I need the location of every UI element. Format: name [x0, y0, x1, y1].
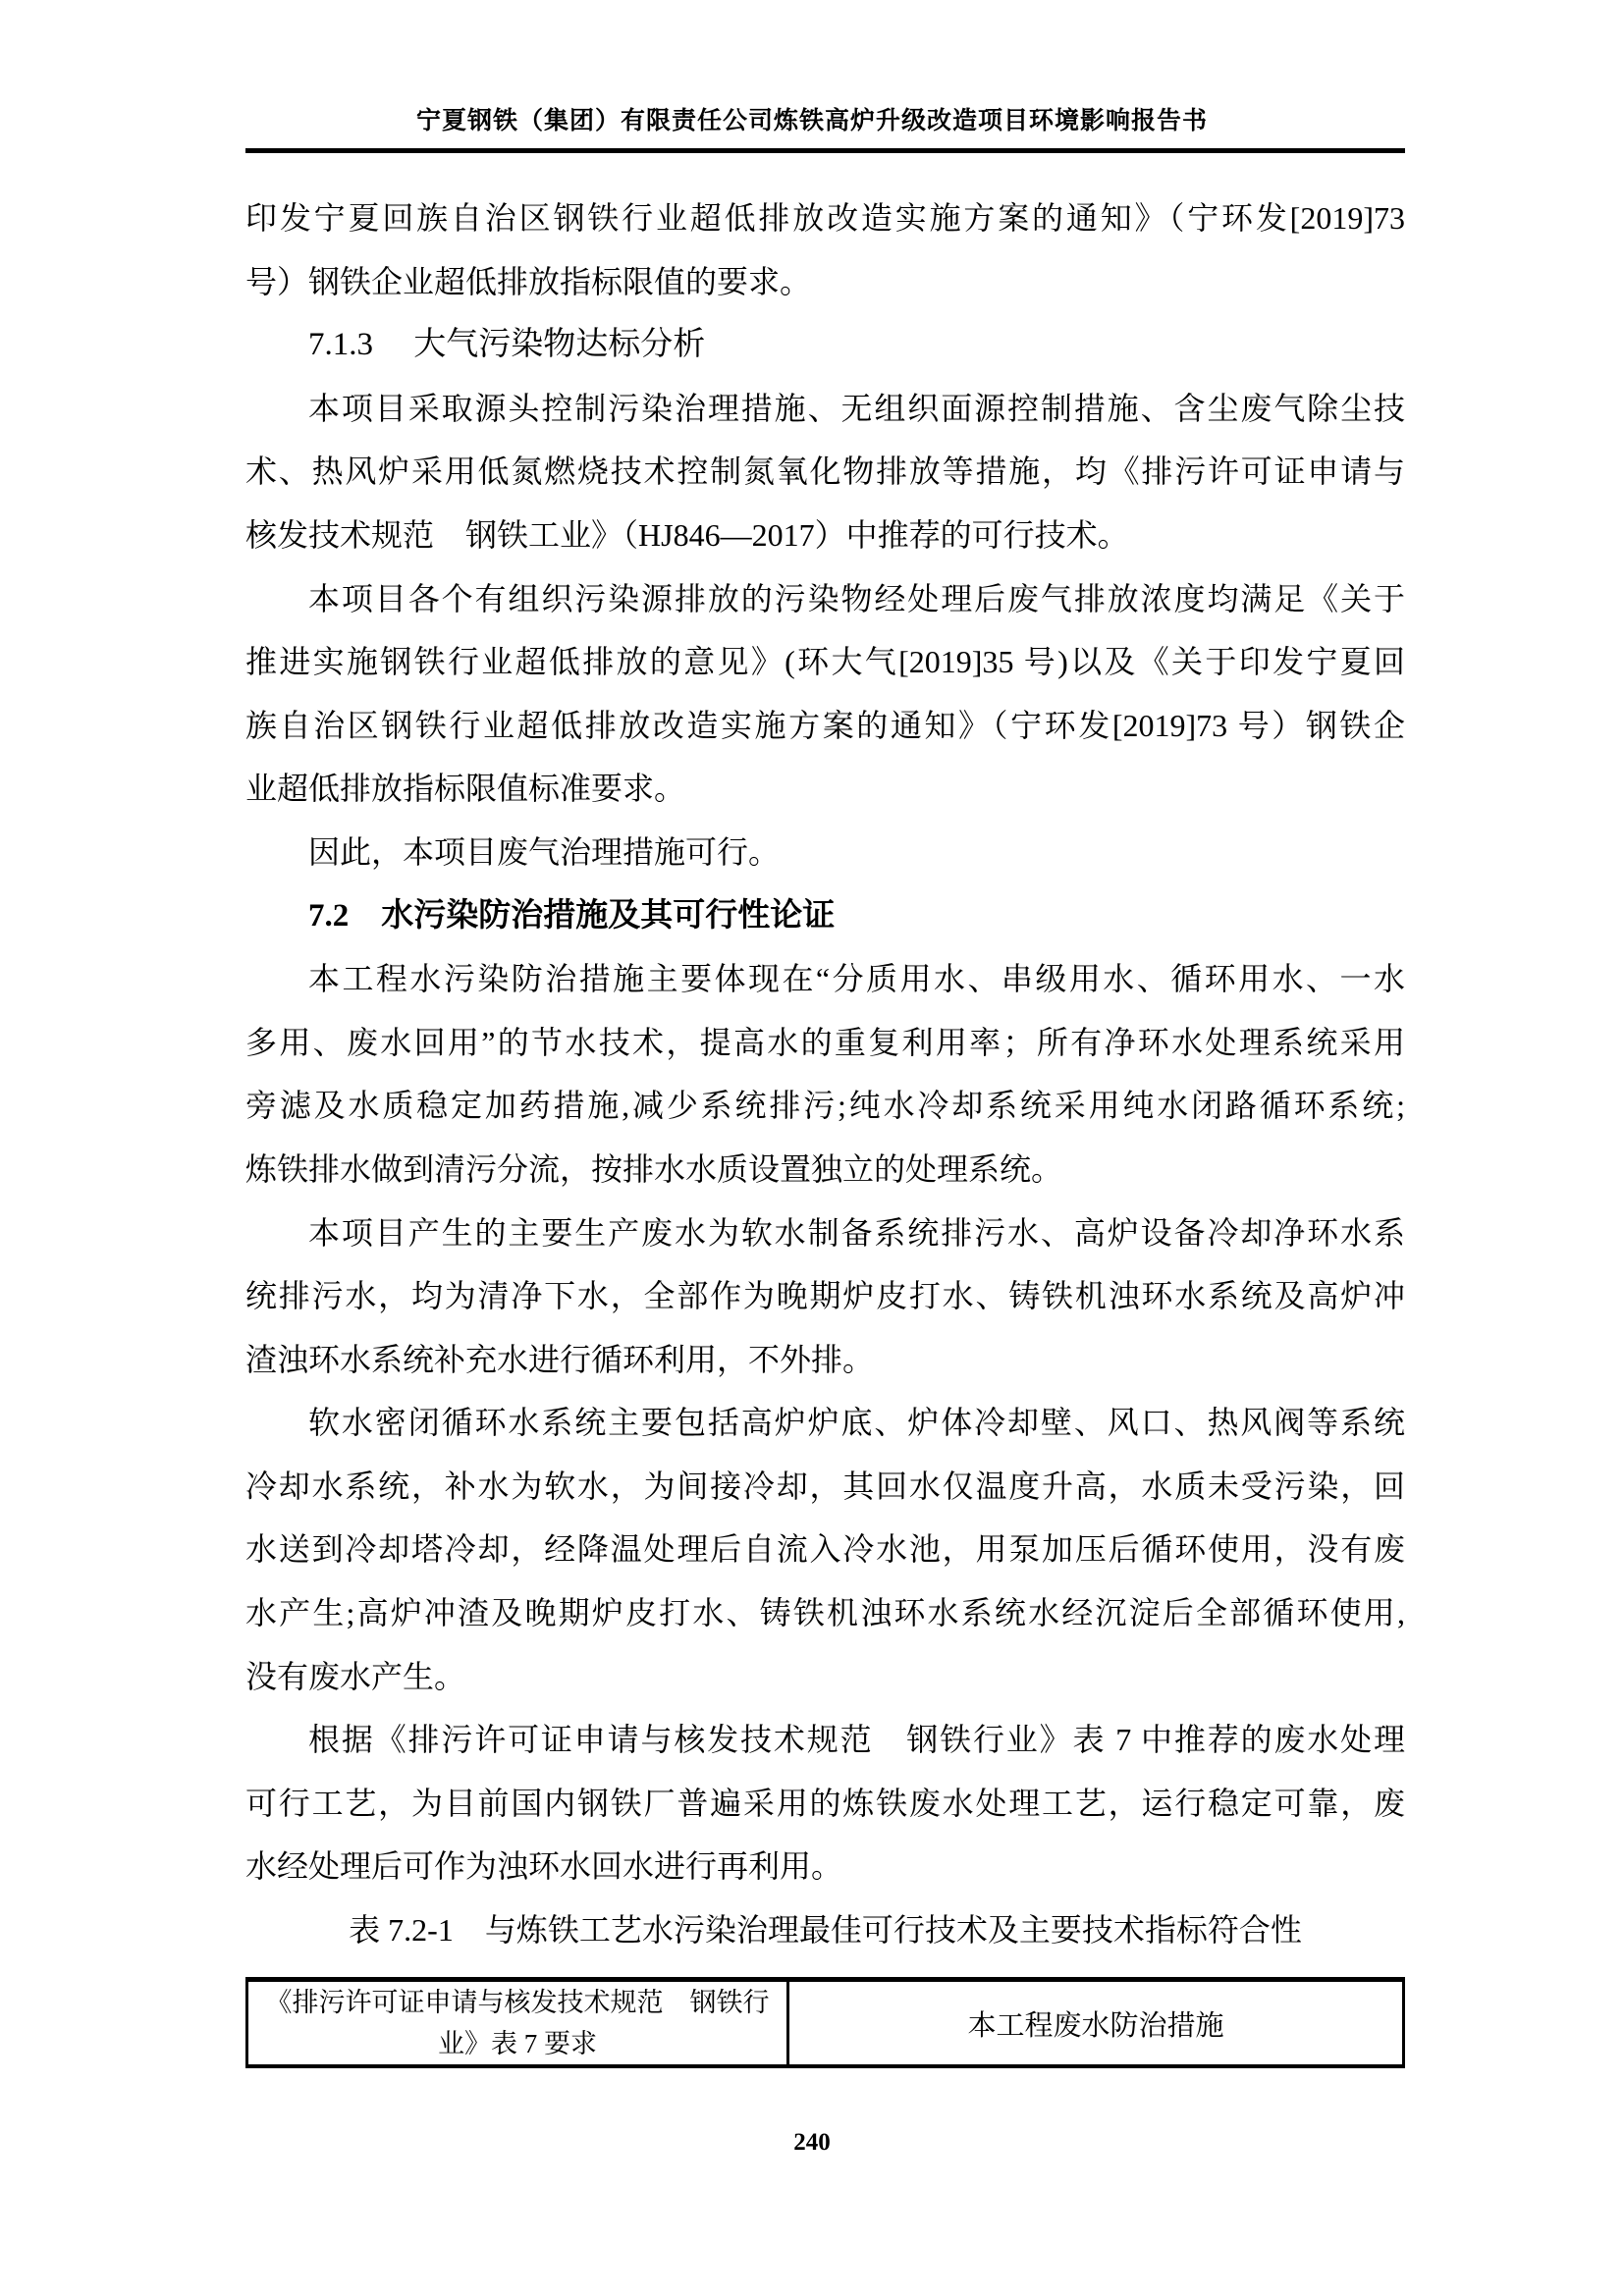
text-line: 核发技术规范 钢铁工业》（HJ846—2017）中推荐的可行技术。	[245, 516, 1129, 553]
document-body	[245, 187, 1405, 1962]
header-rule	[245, 148, 1405, 153]
text-line: 渣浊环水系统补充水进行循环利用，不外排。	[245, 1341, 875, 1377]
text-line: 水经处理后可作为浊环水回水进行再利用。	[245, 1848, 843, 1885]
section-heading: 7.2 水污染防治措施及其可行性论证	[308, 897, 836, 934]
text-line: 本项目采取源头控制污染治理措施、无组织面源控制措施、含尘废气除尘技	[308, 390, 1405, 426]
text-line: 没有废水产生。	[245, 1658, 466, 1694]
table-caption: 表 7.2-1 与炼铁工艺水污染治理最佳可行技术及主要技术指标符合性	[349, 1912, 1302, 1949]
compliance-table	[245, 1977, 1405, 2068]
text-line: 本项目产生的主要生产废水为软水制备系统排污水、高炉设备冷却净环水系	[308, 1214, 1405, 1251]
text-line: 炼铁排水做到清污分流，按排水水质设置独立的处理系统。	[245, 1150, 1063, 1187]
table-cell-measures: 本工程废水防治措施	[967, 2009, 1224, 2042]
text-line: 多用、废水回用”的节水技术，提高水的重复利用率；所有净环水处理系统采用	[245, 1024, 1405, 1060]
text-line: 软水密闭循环水系统主要包括高炉炉底、炉体冷却壁、风口、热风阀等系统	[308, 1405, 1405, 1441]
text-line: 因此，本项目废气治理措施可行。	[308, 833, 781, 870]
text-line: 术、热风炉采用低氮燃烧技术控制氮氧化物排放等措施，均《排污许可证申请与	[245, 454, 1405, 490]
text-line: 统排污水，均为清净下水，全部作为晚期炉皮打水、铸铁机浊环水系统及高炉冲	[245, 1278, 1405, 1314]
text-line: 旁滤及水质稳定加药措施,减少系统排污;纯水冷却系统采用纯水闭路循环系统;	[245, 1088, 1405, 1124]
page-number: 240	[793, 2129, 831, 2156]
text-line: 业超低排放指标限值标准要求。	[245, 771, 686, 807]
text-line: 水送到冷却塔冷却，经降温处理后自流入冷水池，用泵加压后循环使用，没有废	[245, 1531, 1405, 1568]
page-header-title: 宁夏钢铁（集团）有限责任公司炼铁高炉升级改造项目环境影响报告书	[415, 108, 1208, 134]
table-cell-requirement-line1: 《排污许可证申请与核发技术规范 钢铁行	[265, 1988, 770, 2017]
text-line: 冷却水系统，补水为软水，为间接冷却，其回水仅温度升高，水质未受污染，回	[245, 1468, 1405, 1504]
text-line: 可行工艺，为目前国内钢铁厂普遍采用的炼铁废水处理工艺，运行稳定可靠，废	[245, 1785, 1405, 1821]
text-line: 本项目各个有组织污染源排放的污染物经处理后废气排放浓度均满足《关于	[308, 580, 1405, 616]
table-cell-requirement	[248, 1982, 789, 2064]
text-line: 推进实施钢铁行业超低排放的意见》(环大气[2019]35 号)以及《关于印发宁夏回	[245, 644, 1405, 680]
text-line: 号）钢铁企业超低排放指标限值的要求。	[245, 263, 812, 299]
text-line: 族自治区钢铁行业超低排放改造实施方案的通知》（宁环发[2019]73 号）钢铁企	[245, 707, 1405, 743]
text-line: 印发宁夏回族自治区钢铁行业超低排放改造实施方案的通知》（宁环发[2019]73	[245, 200, 1405, 236]
section-heading: 7.1.3 大气污染物达标分析	[308, 327, 706, 363]
text-line: 水产生;高炉冲渣及晚期炉皮打水、铸铁机浊环水系统水经沉淀后全部循环使用,	[245, 1595, 1405, 1631]
text-line: 本工程水污染防治措施主要体现在“分质用水、串级用水、循环用水、一水	[308, 961, 1405, 997]
text-line: 根据《排污许可证申请与核发技术规范 钢铁行业》表 7 中推荐的废水处理	[308, 1722, 1405, 1758]
table-cell-requirement-line2: 业》表 7 要求	[438, 2029, 597, 2058]
